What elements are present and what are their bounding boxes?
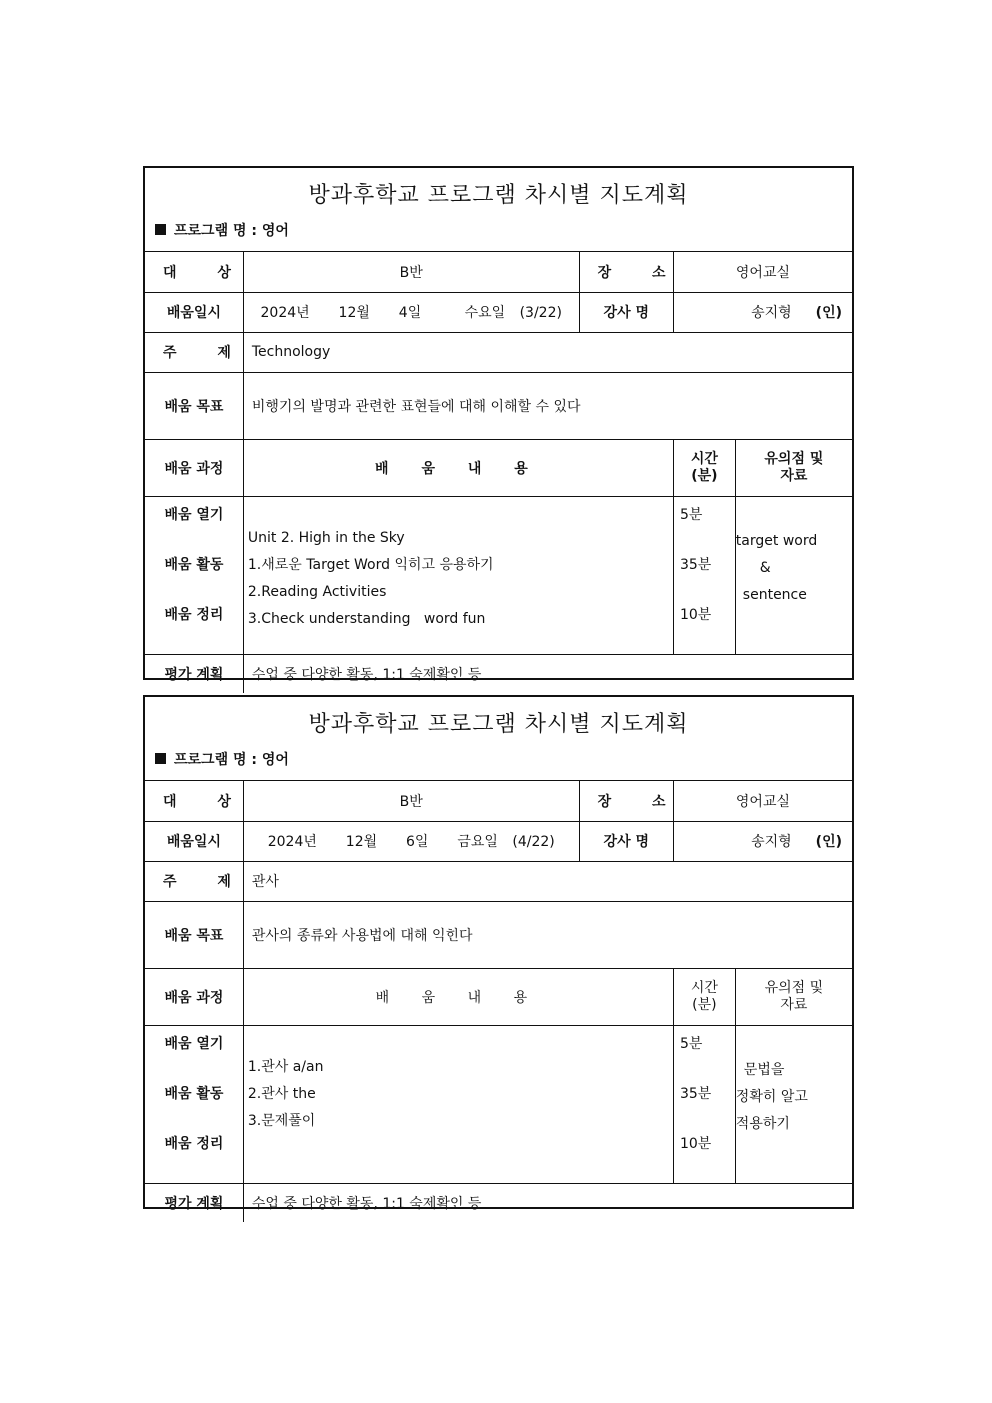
times-cell [673, 496, 735, 654]
content-line: 3.문제풀이 [247, 1112, 316, 1129]
notes-header [735, 439, 852, 496]
place-value: 영어교실 [673, 781, 852, 821]
lesson-plan-2 [143, 695, 854, 1212]
row-date [145, 292, 852, 332]
goal-label: 배움 목표 [145, 901, 243, 968]
time-close: 10분 [679, 1135, 712, 1152]
date-label: 배움일시 [145, 821, 243, 861]
notes-cell [735, 496, 852, 654]
place-value: 영어교실 [673, 252, 852, 292]
time-open: 5분 [679, 506, 703, 523]
steps-cell [145, 496, 243, 654]
topic-label: 주 제 [145, 332, 243, 372]
time-header [673, 439, 735, 496]
step-close: 배움 정리 [164, 606, 224, 623]
notes-line: 적용하기 [735, 1115, 790, 1132]
step-activity: 배움 활동 [164, 556, 224, 573]
goal-value: 비행기의 발명과 관련한 표현들에 대해 이해할 수 있다 [243, 372, 852, 439]
notes-line: & [759, 559, 771, 576]
time-header-line1: 시간 [690, 450, 718, 467]
goal-value: 관사의 종류와 사용법에 대해 익힌다 [243, 901, 852, 968]
time-activity: 35분 [679, 556, 712, 573]
topic-value: Technology [243, 332, 852, 372]
notes-line: 문법을 [743, 1061, 785, 1078]
lesson-plan-1 [143, 166, 854, 683]
step-open: 배움 열기 [164, 506, 224, 523]
row-process-body [145, 1025, 852, 1183]
plan-title: 방과후학교 프로그램 차시별 지도계획 [308, 183, 689, 208]
content-cell [243, 496, 673, 654]
time-header-line1: 시간 [690, 979, 718, 996]
teacher-value: 송지형 [751, 305, 792, 321]
target-value: B반 [243, 781, 579, 821]
notes-header [735, 968, 852, 1025]
step-activity: 배움 활동 [164, 1085, 224, 1102]
times-cell [673, 1025, 735, 1183]
content-line: 2.Reading Activities [247, 583, 387, 600]
target-label: 대 상 [145, 252, 243, 292]
eval-label: 평가 계획 [145, 1183, 243, 1222]
seal-mark: (인) [815, 305, 842, 321]
content-header: 배 움 내 용 [243, 439, 673, 496]
teacher-value: 송지형 [751, 834, 792, 850]
row-target [145, 781, 852, 821]
notes-cell [735, 1025, 852, 1183]
square-bullet-icon [155, 753, 166, 764]
time-open: 5분 [679, 1035, 703, 1052]
topic-label: 주 제 [145, 861, 243, 901]
row-eval [145, 654, 852, 693]
date-value: 2024년 12월 6일 금요일 (4/22) [243, 821, 579, 861]
plan-table [145, 252, 852, 693]
row-process-header [145, 968, 852, 1025]
teacher-cell [673, 821, 852, 861]
row-date [145, 821, 852, 861]
plan-table [145, 781, 852, 1222]
plan-header [145, 697, 852, 781]
place-label: 장 소 [579, 252, 673, 292]
content-line: 1.새로운 Target Word 익히고 응용하기 [247, 556, 494, 573]
row-process-body [145, 496, 852, 654]
row-eval [145, 1183, 852, 1222]
target-value: B반 [243, 252, 579, 292]
step-close: 배움 정리 [164, 1135, 224, 1152]
content-line: 2.관사 the [247, 1085, 316, 1102]
eval-value: 수업 중 다양한 활동, 1:1 숙제확인 등 [243, 654, 852, 693]
row-topic [145, 861, 852, 901]
place-label: 장 소 [579, 781, 673, 821]
time-header-line2: (분) [692, 996, 717, 1013]
notes-line: sentence [742, 586, 807, 603]
eval-value: 수업 중 다양한 활동, 1:1 숙제확인 등 [243, 1183, 852, 1222]
time-header [673, 968, 735, 1025]
eval-label: 평가 계획 [145, 654, 243, 693]
steps-cell [145, 1025, 243, 1183]
program-name [155, 749, 289, 769]
topic-value: 관사 [243, 861, 852, 901]
time-activity: 35분 [679, 1085, 712, 1102]
content-cell [243, 1025, 673, 1183]
row-goal [145, 901, 852, 968]
plan-header [145, 168, 852, 252]
content-header: 배 움 내 용 [243, 968, 673, 1025]
row-target [145, 252, 852, 292]
square-bullet-icon [155, 224, 166, 235]
process-label: 배움 과정 [145, 439, 243, 496]
target-label: 대 상 [145, 781, 243, 821]
notes-line: 정확히 알고 [735, 1088, 808, 1105]
step-open: 배움 열기 [164, 1035, 224, 1052]
notes-header-line1: 유의점 및 [764, 979, 824, 996]
seal-mark: (인) [815, 834, 842, 850]
teacher-label: 강사 명 [579, 821, 673, 861]
notes-line: target word [735, 532, 818, 549]
teacher-cell [673, 292, 852, 332]
notes-header-line1: 유의점 및 [764, 450, 824, 467]
teacher-label: 강사 명 [579, 292, 673, 332]
plan-title: 방과후학교 프로그램 차시별 지도계획 [308, 712, 689, 737]
notes-header-line2: 자료 [780, 996, 808, 1013]
date-label: 배움일시 [145, 292, 243, 332]
row-process-header [145, 439, 852, 496]
program-name-text: 프로그램 명 : 영어 [174, 752, 289, 768]
goal-label: 배움 목표 [145, 372, 243, 439]
content-line: 1.관사 a/an [247, 1058, 324, 1075]
notes-header-line2: 자료 [780, 467, 808, 484]
process-label: 배움 과정 [145, 968, 243, 1025]
time-header-line2: (분) [691, 467, 718, 484]
row-topic [145, 332, 852, 372]
date-value: 2024년 12월 4일 수요일 (3/22) [243, 292, 579, 332]
program-name-text: 프로그램 명 : 영어 [174, 223, 289, 239]
time-close: 10분 [679, 606, 712, 623]
content-line: 3.Check understanding word fun [247, 610, 486, 627]
program-name [155, 220, 289, 240]
content-line: Unit 2. High in the Sky [247, 529, 405, 546]
row-goal [145, 372, 852, 439]
